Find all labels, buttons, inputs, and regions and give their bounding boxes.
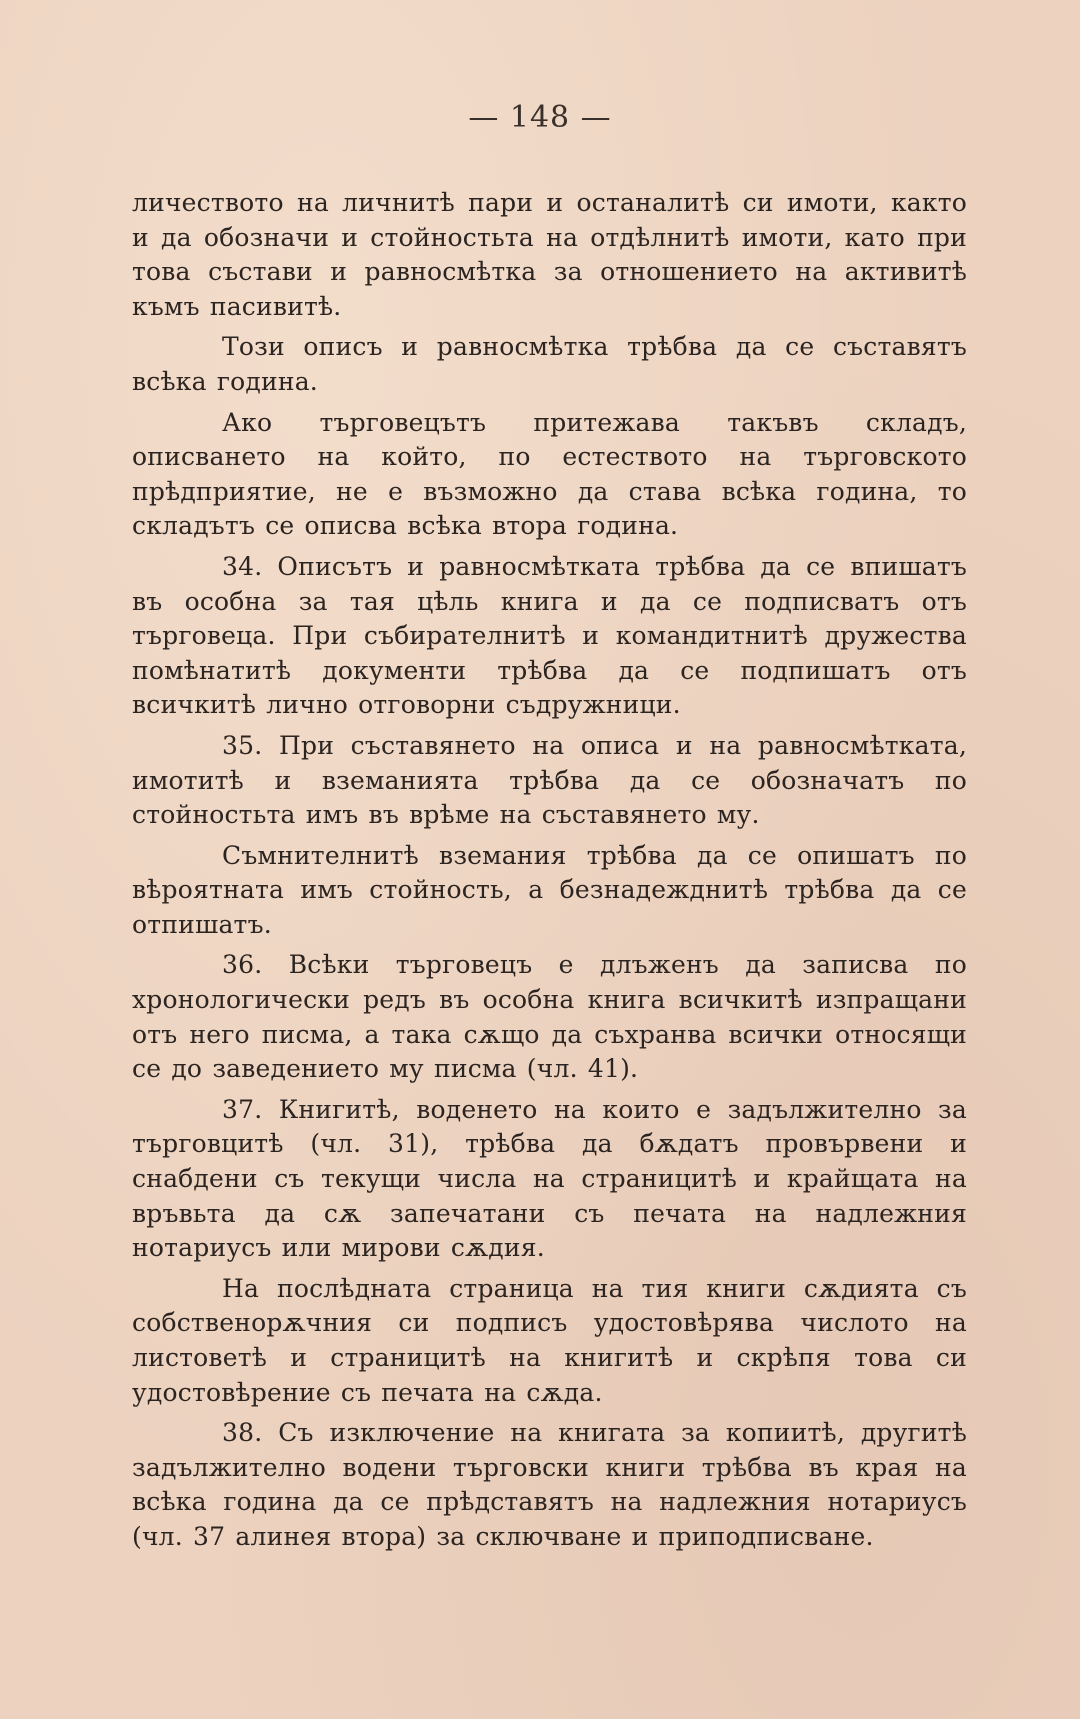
- paragraph-article-36: 36. Всѣки търговецъ е длъженъ да записва по хронологически редъ въ особна книга всичкитѣ изпращани отъ него писма, а така сѫщо да съхранва всички относящи се до заведението му писма (чл. 41).: [132, 950, 967, 1084]
- paragraph-article-34: 34. Описътъ и равносмѣтката трѣбва да се впишатъ въ особна за тая цѣль книга и да се подписватъ отъ търговеца. При събирателнитѣ и командитнитѣ дружества помѣнатитѣ документи трѣбва да се подпишатъ отъ всичкитѣ лично отговорни съдружници.: [132, 551, 967, 720]
- paragraph-article-38: 38. Съ изключение на книгата за копиитѣ, другитѣ задължително водени търговски книги трѣбва въ края на всѣка година да се прѣдставятъ на надлежния нотариусъ (чл. 37 алинея втора) за сключване и приподписване.: [132, 1418, 967, 1551]
- paragraph-doubtful-claims: Съмнителнитѣ вземания трѣбва да се опишатъ по вѣроятната имъ стойность, а безнадежднитѣ трѣбва да се отпишатъ.: [132, 840, 967, 939]
- text-body: [132, 186, 967, 1555]
- paragraph-continuation: личеството на личнитѣ пари и останалитѣ си имоти, както и да обозначи и стойностьта на отдѣлнитѣ имоти, като при това състави и равносмѣтка за отношението на активитѣ къмъ пасивитѣ.: [132, 188, 967, 321]
- paragraph-inventory-yearly: Този описъ и равносмѣтка трѣбва да се съставятъ всѣка година.: [132, 332, 967, 396]
- page-number: — 148 —: [468, 100, 612, 135]
- paragraph-article-35: 35. При съставянето на описа и на равносмѣтката, имотитѣ и вземанията трѣбва да се обозначатъ по стойностьта имъ въ врѣме на съставянето му.: [132, 730, 967, 830]
- paragraph-warehouse: Ако търговецътъ притежава такъвъ складъ, описването на който, по естеството на търговското прѣдприятие, не е възможно да става всѣка година, то складътъ се описва всѣка втора година.: [132, 407, 967, 541]
- paragraph-article-37: 37. Книгитѣ, воденето на които е задължително за търговцитѣ (чл. 31), трѣбва да бѫдатъ провървени и снабдени съ текущи числа на страницитѣ и крайщата на връвьта да сѫ запечатани съ печата на надлежния нотариусъ или мирови сѫдия.: [132, 1094, 967, 1263]
- paragraph-judge-signature: На послѣдната страница на тия книги сѫдията съ собственорѫчния си подписъ удостовѣрява числото на листоветѣ и страницитѣ на книгитѣ и скрѣпя това си удостовѣрение съ печата на сѫда.: [132, 1273, 967, 1407]
